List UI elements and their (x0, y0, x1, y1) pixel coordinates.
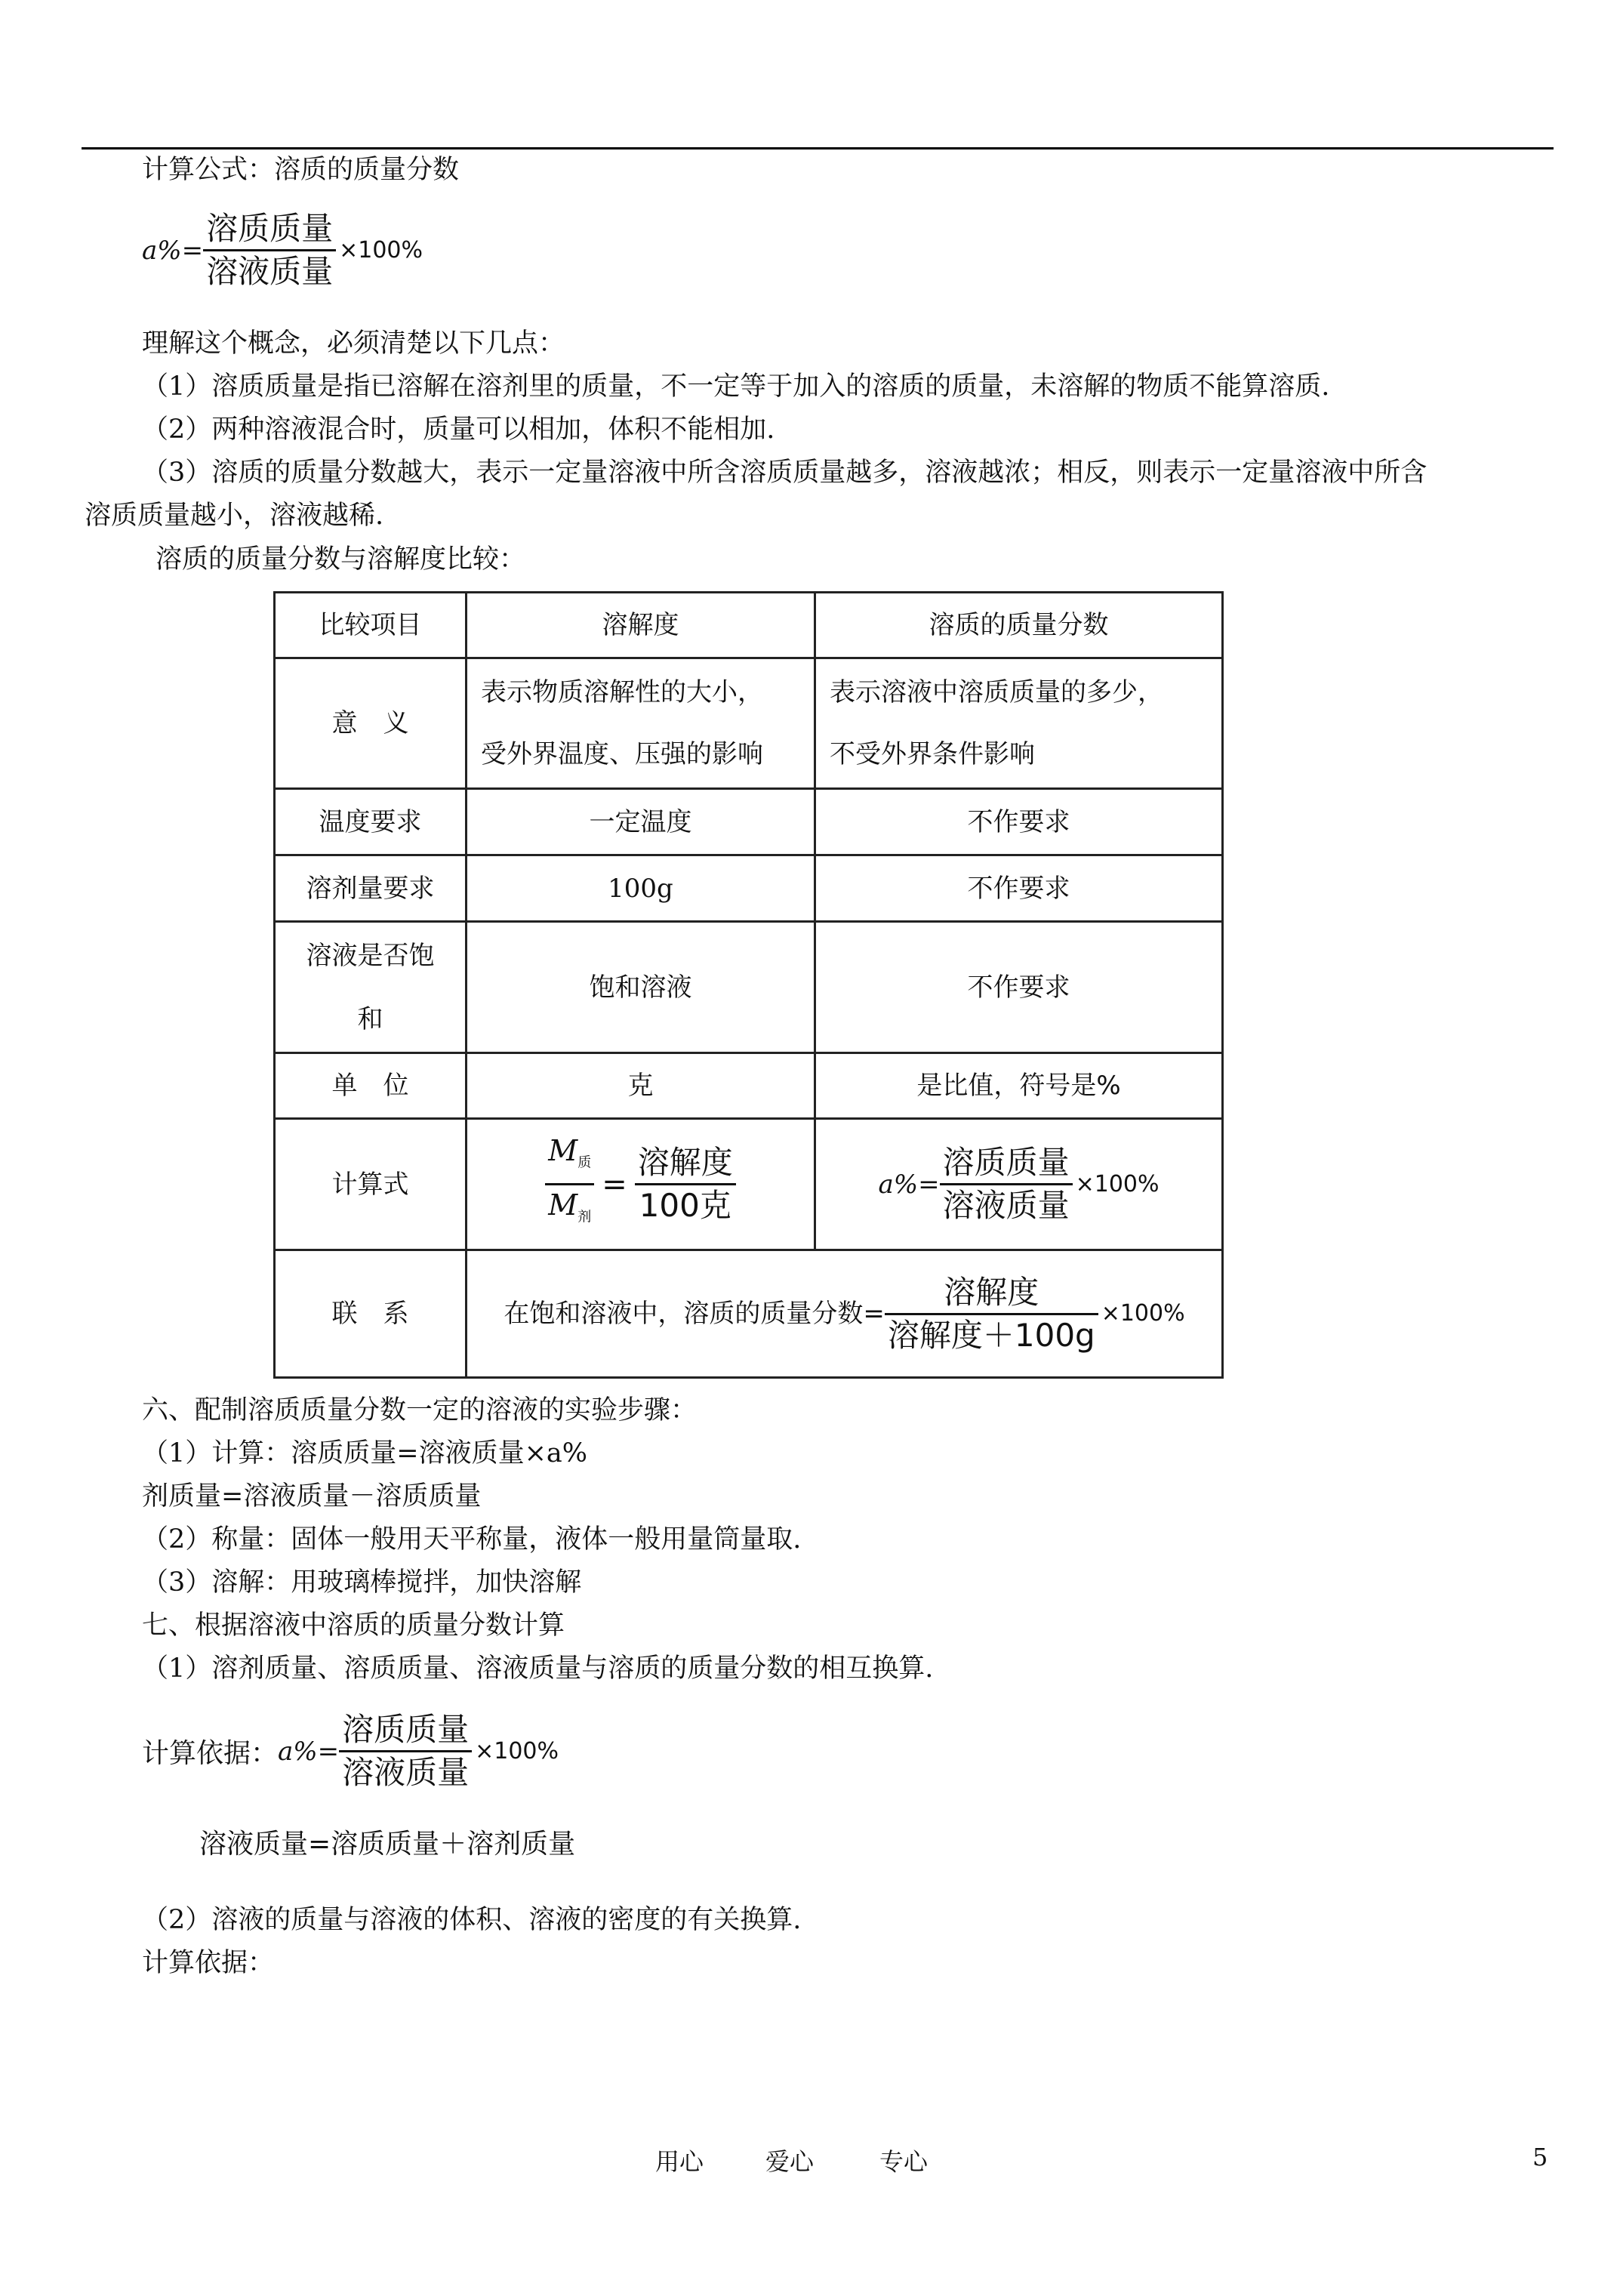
row-temperature-solubility: 一定温度 (467, 789, 815, 855)
mass-ratio-fraction (545, 1133, 594, 1235)
section-7-basis-formula (142, 1711, 559, 1792)
section-7-item-1: （1）溶剂质量、溶质质量、溶液质量与溶质的质量分数的相互换算. (142, 1653, 934, 1684)
section-6-heading: 六、配制溶质质量分数一定的溶液的实验步骤： (142, 1395, 698, 1425)
table-row-saturation (275, 922, 1223, 1053)
row-unit-label: 单 位 (275, 1053, 467, 1119)
saturation-label-line-2: 和 (357, 1003, 383, 1034)
formula-fraction (203, 210, 336, 291)
row-solvent-solubility: 100g (467, 855, 815, 922)
row-relation-label: 联 系 (275, 1250, 467, 1378)
page-number: 5 (1532, 2143, 1548, 2171)
basis-formula-numerator: 溶质质量 (342, 1711, 470, 1748)
ratio-denominator-symbol: M (548, 1188, 578, 1222)
footer-left: 用心 (655, 2147, 704, 2176)
row-unit-fraction: 是比值，符号是% (815, 1053, 1223, 1119)
meaning-fraction-line-2: 不受外界条件影响 (830, 739, 1035, 769)
solubility-ratio-numerator: 溶解度 (637, 1144, 733, 1181)
point-1: （1）溶质质量是指已溶解在溶剂里的质量，不一定等于加入的溶质的质量，未溶解的物质不能算溶质. (142, 371, 1330, 402)
formula-denominator: 溶液质量 (206, 253, 334, 290)
mass-fraction-formula (142, 210, 423, 291)
formula-numerator: 溶质质量 (206, 210, 334, 247)
row-solvent-label: 溶剂量要求 (275, 855, 467, 922)
formula-heading: 计算公式：溶质的质量分数 (142, 155, 460, 185)
basis-label: 计算依据： (142, 1738, 279, 1769)
ratio-numerator-symbol: M (548, 1134, 578, 1168)
relation-prefix: 在饱和溶液中，溶质的质量分数= (504, 1299, 885, 1329)
table-formula-denominator: 溶液质量 (942, 1187, 1070, 1224)
section-7-heading: 七、根据溶液中溶质的质量分数计算 (142, 1610, 565, 1641)
point-3-line-2: 溶质质量越小，溶液越稀. (85, 501, 384, 531)
section-6-step-2: （2）称量：固体一般用天平称量，液体一般用量筒量取. (142, 1524, 802, 1555)
header-item: 比较项目 (275, 593, 467, 658)
row-meaning-label: 意 义 (275, 658, 467, 789)
footer-right: 专心 (879, 2147, 929, 2176)
row-saturation-fraction: 不作要求 (815, 922, 1223, 1053)
comparison-table (273, 591, 1224, 1379)
section-6-step-1b: 剂质量=溶液质量－溶质质量 (142, 1481, 482, 1512)
header-rule (82, 147, 1554, 149)
row-temperature-label: 温度要求 (275, 789, 467, 855)
table-row-temperature (275, 789, 1223, 855)
relation-denominator: 溶解度＋100g (887, 1316, 1095, 1354)
relation-fraction (885, 1274, 1098, 1354)
section-6-step-3: （3）溶解：用玻璃棒搅拌，加快溶解 (142, 1567, 582, 1598)
row-saturation-solubility: 饱和溶液 (467, 922, 815, 1053)
mass-relation: 溶液质量=溶质质量＋溶剂质量 (199, 1829, 576, 1860)
solubility-ratio-denominator: 100克 (639, 1187, 731, 1224)
point-2: （2）两种溶液混合时，质量可以相加，体积不能相加. (142, 415, 775, 445)
header-mass-fraction: 溶质的质量分数 (815, 593, 1223, 658)
header-solubility: 溶解度 (467, 593, 815, 658)
meaning-solubility-line-1: 表示物质溶解性的大小， (481, 677, 763, 707)
understanding-heading: 理解这个概念，必须清楚以下几点： (142, 328, 565, 359)
row-temperature-fraction: 不作要求 (815, 789, 1223, 855)
row-saturation-label (275, 922, 467, 1053)
point-3-line-1: （3）溶质的质量分数越大，表示一定量溶液中所含溶质质量越多，溶液越浓；相反，则表示一定量溶液中所含 (142, 458, 1427, 488)
ratio-equals: = (602, 1166, 627, 1202)
relation-numerator: 溶解度 (944, 1273, 1039, 1311)
table-row-relation (275, 1250, 1223, 1378)
row-formula-solubility (467, 1119, 815, 1250)
table-formula-numerator: 溶质质量 (942, 1144, 1070, 1181)
table-row-solvent (275, 855, 1223, 922)
saturation-label-line-1: 溶液是否饱 (306, 940, 435, 971)
ratio-numerator-subscript: 质 (577, 1155, 592, 1171)
section-7-basis-label-2: 计算依据： (142, 1948, 275, 1978)
table-row-unit (275, 1053, 1223, 1119)
meaning-solubility-line-2: 受外界温度、压强的影响 (481, 739, 763, 769)
row-formula-label: 计算式 (275, 1119, 467, 1250)
row-unit-solubility: 克 (467, 1053, 815, 1119)
basis-formula-denominator: 溶液质量 (342, 1754, 470, 1791)
ratio-denominator-subscript: 剂 (577, 1209, 592, 1225)
table-row-meaning (275, 658, 1223, 789)
formula-lhs: a%= (142, 235, 204, 266)
row-relation-content (467, 1250, 1223, 1378)
row-formula-fraction (815, 1119, 1223, 1250)
table-header-row (275, 593, 1223, 658)
basis-formula-times: ×100% (475, 1738, 559, 1764)
row-solvent-fraction: 不作要求 (815, 855, 1223, 922)
solubility-ratio-fraction (635, 1144, 736, 1225)
formula-times: ×100% (339, 237, 423, 264)
section-7-item-2: （2）溶液的质量与溶液的体积、溶液的密度的有关换算. (142, 1905, 802, 1935)
meaning-fraction-line-1: 表示溶液中溶质质量的多少， (830, 677, 1163, 707)
comparison-heading: 溶质的质量分数与溶解度比较： (156, 544, 526, 575)
table-formula-lhs: a%= (878, 1169, 940, 1200)
table-formula-times: ×100% (1075, 1170, 1160, 1197)
row-meaning-solubility (467, 658, 815, 789)
table-formula-fraction (940, 1144, 1073, 1225)
row-meaning-fraction (815, 658, 1223, 789)
table-row-formula (275, 1119, 1223, 1250)
footer-middle: 爱心 (765, 2147, 815, 2176)
basis-formula-fraction (339, 1711, 472, 1792)
relation-times: ×100% (1101, 1300, 1185, 1327)
basis-formula-lhs: a%= (278, 1736, 340, 1767)
section-6-step-1: （1）计算：溶质质量=溶液质量×a% (142, 1438, 588, 1469)
